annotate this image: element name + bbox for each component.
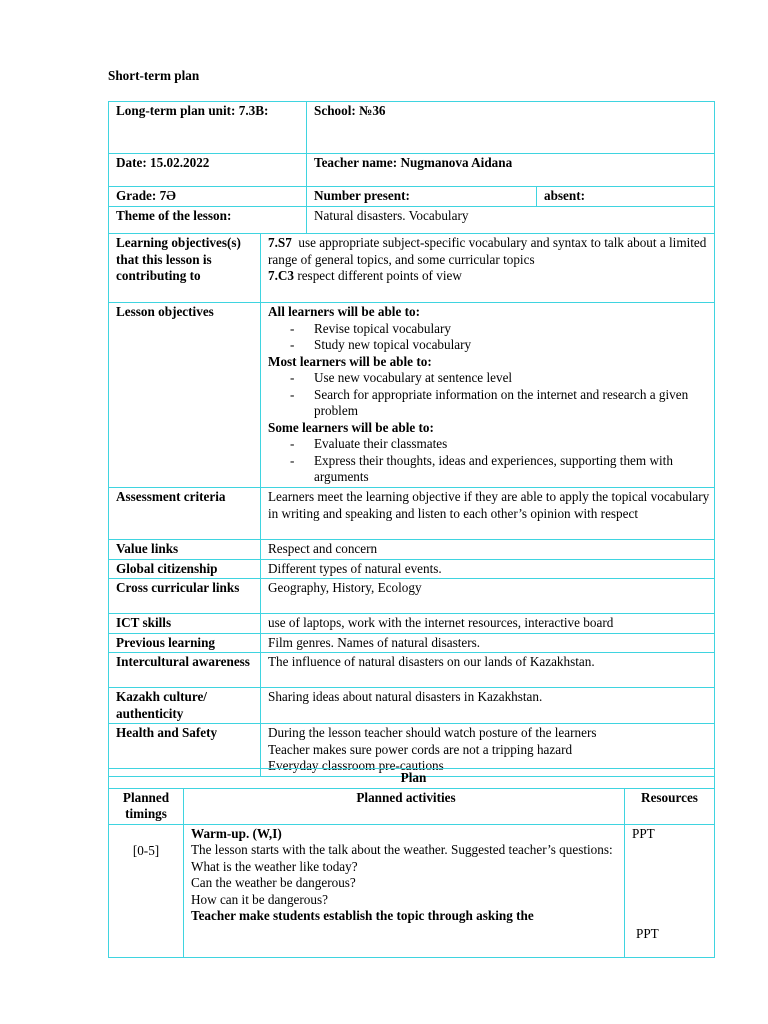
kazakh-culture-label: Kazakh culture/ authenticity: [109, 688, 261, 724]
health-line: Everyday classroom pre-cautions: [268, 758, 444, 773]
ict-skills-value: use of laptops, work with the internet resources, interactive board: [261, 614, 715, 634]
assessment-label: Assessment criteria: [109, 488, 261, 540]
intercultural-value: The influence of natural disasters on our lands of Kazakhstan.: [261, 653, 715, 688]
theme-value: Natural disasters. Vocabulary: [307, 206, 715, 233]
lesson-info-table: [108, 101, 714, 234]
number-present-cell: Number present:: [307, 187, 537, 207]
plan-table: [108, 768, 714, 958]
unit-cell: Long-term plan unit: 7.3B:: [109, 102, 307, 154]
health-safety-label: Health and Safety: [109, 724, 261, 777]
kazakh-culture-value: Sharing ideas about natural disasters in Kazakhstan.: [261, 688, 715, 724]
lesson-objectives-value: [261, 303, 715, 488]
all-learners-heading: All learners will be able to:: [268, 304, 420, 319]
objective-text-1: use appropriate subject-specific vocabulary and syntax to talk about a limited range of general topics, and some curricular topics: [268, 235, 707, 267]
planned-timings-header: Planned timings: [109, 788, 184, 824]
intercultural-label: Intercultural awareness: [109, 653, 261, 688]
grade-cell: Grade: 7Ә: [109, 187, 307, 207]
school-cell: School: №36: [307, 102, 715, 154]
ict-skills-label: ICT skills: [109, 614, 261, 634]
teacher-cell: Teacher name: Nugmanova Aidana: [307, 154, 715, 187]
health-line: During the lesson teacher should watch posture of the learners: [268, 725, 597, 740]
previous-learning-value: Film genres. Names of natural disasters.: [261, 633, 715, 653]
planned-activities-header: Planned activities: [184, 788, 625, 824]
learning-objectives-value: [261, 234, 715, 303]
activity-line: Teacher make students establish the topic through asking the: [191, 908, 534, 923]
list-item: - Evaluate their classmates: [268, 436, 711, 453]
absent-cell: absent:: [537, 187, 715, 207]
lesson-objectives-label: Lesson objectives: [109, 303, 261, 488]
date-cell: Date: 15.02.2022: [109, 154, 307, 187]
global-citizenship-value: Different types of natural events.: [261, 559, 715, 579]
list-item: - Revise topical vocabulary: [268, 321, 711, 338]
objective-text-2: respect different points of view: [294, 268, 462, 283]
warmup-heading: Warm-up. (W,I): [191, 825, 282, 841]
timing-cell: [0-5]: [109, 824, 184, 957]
list-item: - Search for appropriate information on the internet and research a given problem: [268, 387, 711, 420]
most-learners-list: [268, 370, 711, 420]
some-learners-list: [268, 436, 711, 486]
list-item: - Study new topical vocabulary: [268, 337, 711, 354]
activity-line: Can the weather be dangerous?: [191, 875, 356, 890]
objective-code-2: 7.C3: [268, 268, 295, 283]
list-item: - Use new vocabulary at sentence level: [268, 370, 711, 387]
theme-label: Theme of the lesson:: [109, 206, 307, 233]
resources-cell: [625, 824, 715, 957]
activity-line: How can it be dangerous?: [191, 891, 328, 907]
plan-heading: Plan: [109, 769, 715, 789]
health-line: Teacher makes sure power cords are not a tripping hazard: [268, 741, 573, 757]
value-links-value: Respect and concern: [261, 540, 715, 560]
activity-line: The lesson starts with the talk about the weather. Suggested teacher’s questions:: [191, 842, 613, 857]
cross-curricular-label: Cross curricular links: [109, 579, 261, 614]
activity-line: What is the weather like today?: [191, 858, 358, 874]
lesson-details-table: [108, 233, 714, 777]
all-learners-list: [268, 321, 711, 354]
most-learners-heading: Most learners will be able to:: [268, 353, 432, 369]
global-citizenship-label: Global citizenship: [109, 559, 261, 579]
document-title: Short-term plan: [108, 68, 200, 83]
value-links-label: Value links: [109, 540, 261, 560]
some-learners-heading: Some learners will be able to:: [268, 419, 434, 435]
resource-item: PPT: [632, 825, 655, 841]
cross-curricular-value: Geography, History, Ecology: [261, 579, 715, 614]
assessment-value: Learners meet the learning objective if they are able to apply the topical vocabulary in writing and speaking and listen to each other’s opinion with respect: [261, 488, 715, 540]
previous-learning-label: Previous learning: [109, 633, 261, 653]
warmup-activity-cell: [184, 824, 625, 957]
list-item: - Express their thoughts, ideas and experiences, supporting them with arguments: [268, 453, 711, 486]
resources-header: Resources: [625, 788, 715, 824]
objective-code-1: 7.S7: [268, 235, 292, 250]
learning-objectives-label: Learning objectives(s) that this lesson is contributing to: [109, 234, 261, 303]
resource-item: PPT: [636, 925, 659, 941]
